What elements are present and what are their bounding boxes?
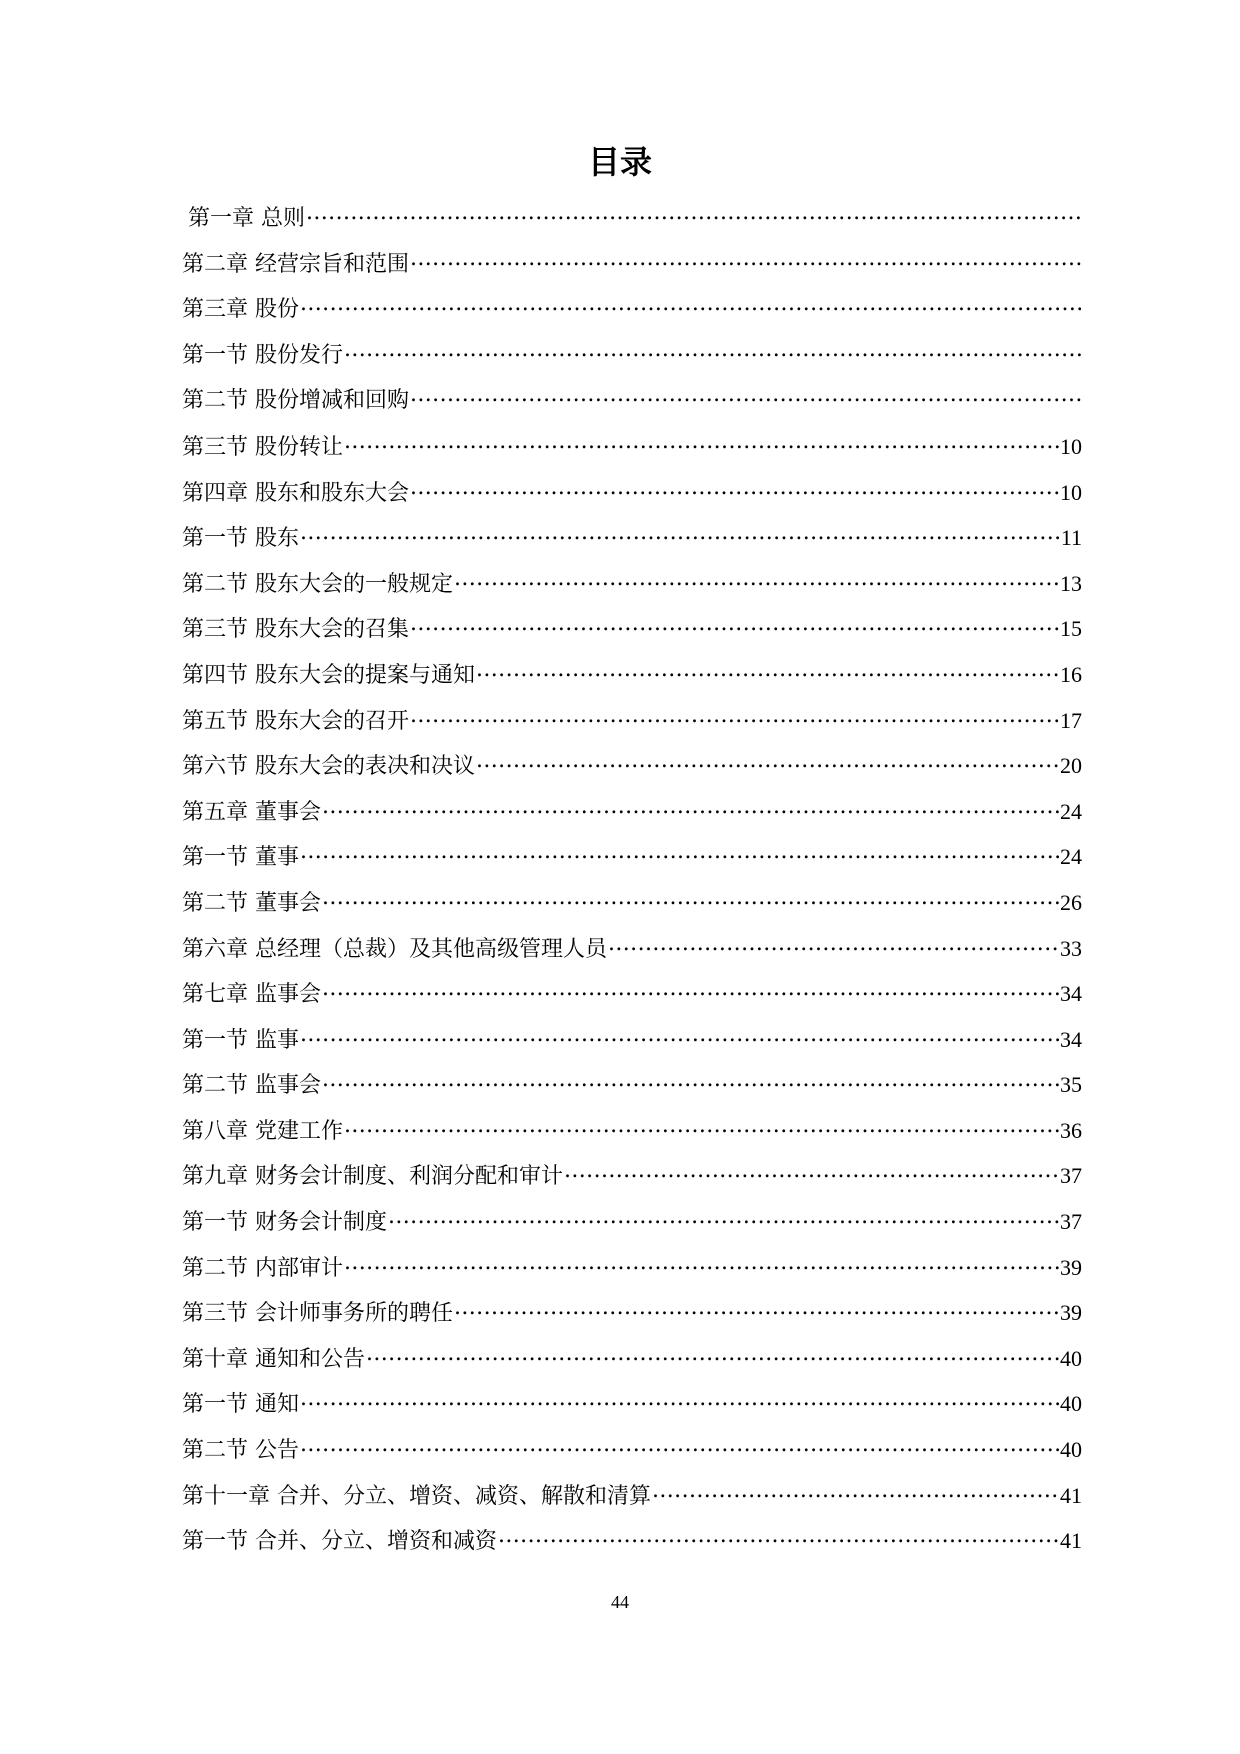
toc-dot-leader: [306, 201, 1081, 225]
toc-entry-page: 17: [1060, 707, 1082, 733]
toc-entry-title: 第九章 财务会计制度、利润分配和审计: [182, 1164, 563, 1190]
toc-entry-title: 第一节 股份发行: [182, 342, 343, 368]
toc-entry[interactable]: [182, 926, 1082, 972]
toc-entry-page: 41: [1060, 1482, 1082, 1508]
toc-dot-leader: [344, 1114, 1059, 1138]
toc-entry[interactable]: [182, 196, 1082, 242]
toc-dot-leader: [652, 1479, 1059, 1503]
toc-entry-title: 第四节 股东大会的提案与通知: [182, 662, 475, 688]
toc-entry[interactable]: [182, 378, 1082, 424]
toc-dot-leader: [388, 1205, 1059, 1229]
toc-entry-page: 24: [1060, 844, 1082, 870]
toc-entry-page: 37: [1060, 1163, 1082, 1189]
toc-dot-leader: [322, 795, 1059, 819]
toc-entry[interactable]: [182, 1199, 1082, 1245]
toc-entry[interactable]: [182, 652, 1082, 698]
toc-entry[interactable]: [182, 1427, 1082, 1473]
toc-entry-title: 第七章 监事会: [182, 982, 321, 1008]
toc-entry-title: 第一节 股东: [182, 526, 299, 552]
toc-entry-title: 第一章 总则: [188, 206, 305, 231]
toc-dot-leader: [344, 430, 1059, 454]
toc-entry-page: 10: [1060, 479, 1082, 505]
toc-dot-leader: [454, 567, 1059, 591]
toc-entry[interactable]: [182, 834, 1082, 880]
toc-entry[interactable]: [182, 1245, 1082, 1291]
toc-entry-title: 第二章 经营宗旨和范围: [182, 251, 409, 277]
toc-dot-leader: [410, 476, 1059, 500]
toc-entry-page: 40: [1060, 1391, 1082, 1417]
toc-entry-page: 26: [1060, 889, 1082, 915]
toc-entry-title: 第六章 总经理（总裁）及其他高级管理人员: [182, 936, 607, 962]
toc-entry-page: 24: [1060, 798, 1082, 824]
toc-entry-page: 35: [1060, 1072, 1082, 1098]
toc-entry-title: 第六节 股东大会的表决和决议: [182, 754, 475, 780]
toc-entry-page: 33: [1060, 935, 1082, 961]
toc-entry-title: 第一节 监事: [182, 1027, 299, 1053]
toc-dot-leader: [498, 1524, 1059, 1548]
toc-entry[interactable]: [182, 971, 1082, 1017]
toc-entry-page: 37: [1060, 1209, 1082, 1235]
toc-dot-leader: [476, 749, 1059, 773]
toc-entry-title: 第一节 董事: [182, 845, 299, 871]
toc-entry-title: 第五章 董事会: [182, 799, 321, 825]
toc-entry[interactable]: [182, 789, 1082, 835]
toc-entry-page: 15: [1060, 616, 1082, 642]
toc-entry-page: 10: [1060, 433, 1082, 459]
toc-entry-page: 40: [1060, 1345, 1082, 1371]
page-number: 44: [611, 1592, 629, 1612]
toc-entry[interactable]: [182, 424, 1082, 470]
table-of-contents: [182, 196, 1082, 1564]
toc-entry-page: 13: [1060, 570, 1082, 596]
toc-entry-title: 第一节 财务会计制度: [182, 1210, 387, 1236]
toc-entry-title: 第三节 股份转让: [182, 434, 343, 460]
toc-entry-title: 第八章 党建工作: [182, 1118, 343, 1144]
toc-dot-leader: [300, 1433, 1059, 1457]
toc-entry[interactable]: [182, 1108, 1082, 1154]
toc-entry-page: 40: [1060, 1437, 1082, 1463]
toc-entry-page: 16: [1060, 661, 1082, 687]
toc-dot-leader: [410, 704, 1059, 728]
toc-dot-leader: [322, 1068, 1059, 1092]
toc-dot-leader: [322, 977, 1059, 1001]
toc-dot-leader: [366, 1342, 1059, 1366]
toc-dot-leader: [322, 886, 1059, 910]
toc-entry[interactable]: [182, 242, 1082, 288]
toc-dot-leader: [608, 932, 1059, 956]
toc-entry[interactable]: [182, 1381, 1082, 1427]
toc-entry-page: 20: [1060, 753, 1082, 779]
toc-dot-leader: [344, 1251, 1059, 1275]
toc-dot-leader: [454, 1296, 1059, 1320]
toc-entry[interactable]: [182, 1473, 1082, 1519]
toc-entry[interactable]: [182, 743, 1082, 789]
toc-dot-leader: [344, 338, 1081, 362]
toc-entry-page: 41: [1060, 1528, 1082, 1554]
toc-entry-title: 第二节 股东大会的一般规定: [182, 571, 453, 597]
toc-entry[interactable]: [182, 1518, 1082, 1564]
toc-dot-leader: [410, 383, 1081, 407]
toc-entry-title: 第二节 公告: [182, 1438, 299, 1464]
toc-entry-title: 第三章 股份: [182, 297, 299, 323]
toc-entry[interactable]: [182, 1336, 1082, 1382]
toc-entry-title: 第二节 股份增减和回购: [182, 388, 409, 414]
toc-entry-title: 第十一章 合并、分立、增资、减资、解散和清算: [182, 1483, 651, 1509]
toc-entry-title: 第十章 通知和公告: [182, 1346, 365, 1372]
toc-entry[interactable]: [182, 606, 1082, 652]
toc-entry-title: 第二节 内部审计: [182, 1255, 343, 1281]
toc-dot-leader: [476, 658, 1059, 682]
toc-entry-title: 第二节 监事会: [182, 1073, 321, 1099]
toc-dot-leader: [410, 247, 1081, 271]
toc-entry-title: 第一节 通知: [182, 1392, 299, 1418]
toc-entry[interactable]: [182, 1062, 1082, 1108]
toc-dot-leader: [300, 1387, 1059, 1411]
toc-dot-leader: [300, 521, 1060, 545]
toc-dot-leader: [300, 292, 1081, 316]
toc-entry-title: 第一节 合并、分立、增资和减资: [182, 1529, 497, 1555]
toc-entry[interactable]: [182, 1153, 1082, 1199]
toc-entry[interactable]: [182, 1290, 1082, 1336]
toc-dot-leader: [300, 1023, 1059, 1047]
toc-entry[interactable]: [182, 287, 1082, 333]
toc-entry-title: 第五节 股东大会的召开: [182, 708, 409, 734]
toc-entry[interactable]: [182, 1017, 1082, 1063]
toc-entry[interactable]: [182, 880, 1082, 926]
toc-entry-title: 第二节 董事会: [182, 890, 321, 916]
toc-entry-title: 第三节 股东大会的召集: [182, 617, 409, 643]
toc-entry-page: 39: [1060, 1300, 1082, 1326]
toc-dot-leader: [564, 1159, 1059, 1183]
toc-entry-page: 34: [1060, 981, 1082, 1007]
toc-entry-page: 36: [1060, 1117, 1082, 1143]
toc-entry[interactable]: [182, 333, 1082, 379]
toc-dot-leader: [410, 612, 1059, 636]
toc-entry-page: 39: [1060, 1254, 1082, 1280]
toc-entry-page: 34: [1060, 1026, 1082, 1052]
toc-entry-page: 11: [1060, 525, 1082, 551]
toc-entry[interactable]: [182, 470, 1082, 516]
toc-title: 目录: [587, 143, 652, 181]
toc-entry[interactable]: [182, 561, 1082, 607]
toc-entry[interactable]: [182, 698, 1082, 744]
toc-entry-title: 第四章 股东和股东大会: [182, 480, 409, 506]
toc-entry-title: 第三节 会计师事务所的聘任: [182, 1301, 453, 1327]
toc-entry[interactable]: [182, 515, 1082, 561]
toc-dot-leader: [300, 840, 1059, 864]
